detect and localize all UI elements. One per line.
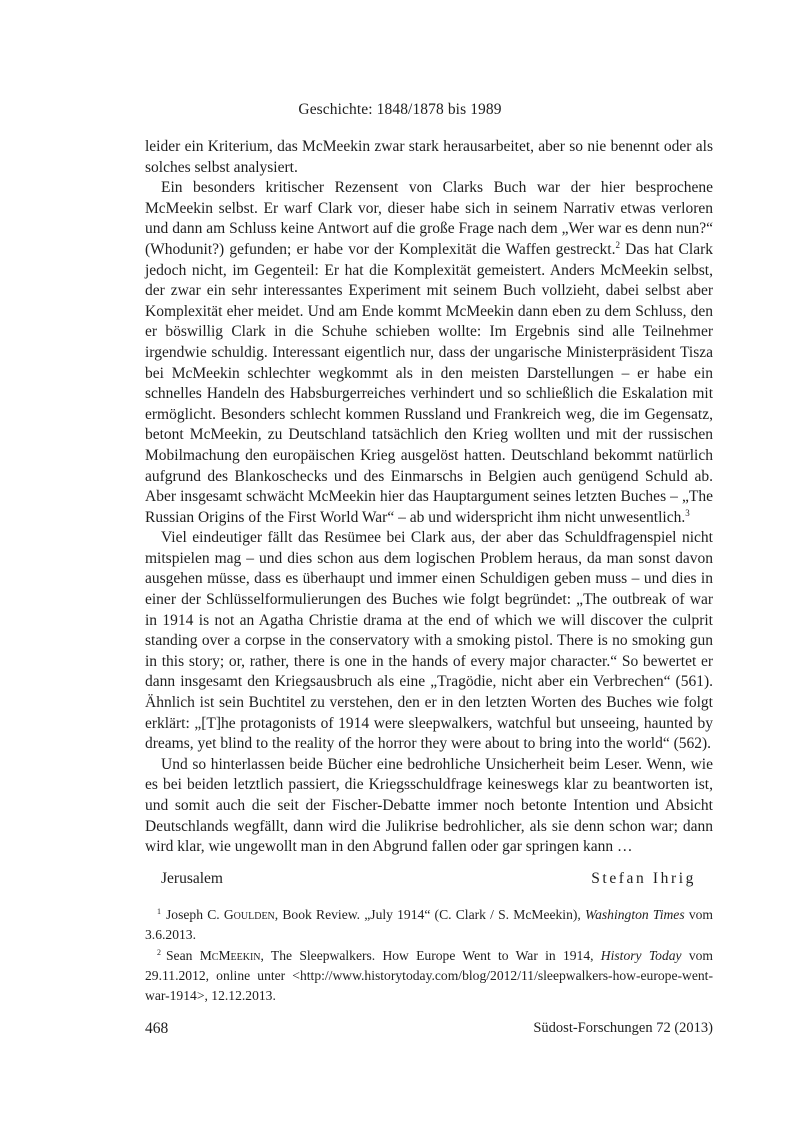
footnote-1-number: 1: [157, 907, 161, 916]
paragraph-2: [145, 178, 713, 528]
signature-line: [161, 870, 696, 890]
paragraph-2-part-b: Das hat Clark jedoch nicht, im Gegenteil: Er hat die Komplexität gemeistert. Anders McMeekin selbst, der zwar ein sehr interessantes Experiment mit seinem Buch vollzieht, dabei selbst aber Komplexität eher meidet. Und am Ende kommt McMeekin dann eben zu dem Schluss, den er böswillig Clark in die Schuhe schieben wollte: Im Ergebnis sind alle Teilnehmer irgendwie schuldig. Interessant eigentlich nur, dass der ungarische Ministerpräsident Tisza bei McMeekin schlechter wegkommt als in den meisten Darstellungen – er habe ein schnelles Handeln des Habsburgerreiches verhindert und so schließlich die Eskalation mit ermöglicht. Besonders schlecht kommen Russland und Frankreich weg, die im Gegensatz, betont McMeekin, zu Deutschland tatsächlich den Krieg wollten und mit der russischen Mobilmachung den europäischen Krieg ausgelöst hatten. Deutschland bekommt natürlich aufgrund des Blankoschecks und des Einmarschs in Belgien auch genügend Schuld ab. Aber insgesamt schwächt McMeekin hier das Hauptargument seines letzten Buches – „The Russian Origins of the First World War“ – ab und widerspricht ihm nicht unwesentlich.: [145, 240, 713, 526]
footnote-1-journal: Washington Times: [585, 907, 685, 922]
footnote-2-pre: Sean: [166, 948, 200, 963]
footnote-ref-3[interactable]: 3: [685, 507, 690, 518]
running-title: Geschichte: 1848/1878 bis 1989: [298, 101, 502, 118]
footnote-2-number: 2: [157, 948, 161, 957]
footnote-1: [145, 905, 713, 945]
footnote-2-journal: History Today: [600, 948, 682, 963]
running-header: [0, 101, 800, 119]
journal-citation: Südost-Forschungen 72 (2013): [533, 1020, 713, 1036]
paragraph-1: leider ein Kriterium, das McMeekin zwar stark herausarbeitet, aber so nie benennt oder als solches selbst analysiert.: [145, 138, 713, 176]
footnote-2-title: , The Sleepwalkers. How Europe Went to War in 1914,: [260, 948, 601, 963]
paragraph-2-part-a: Ein besonders kritischer Rezensent von Clarks Buch war der hier besprochene McMeekin selbst. Er warf Clark vor, dieser habe sich in seinem Narrativ etwas verloren und dann am Schluss keine Antwort auf die große Frage nach dem „Wer war es denn nun?“ (Whodunit?) gefunden; er habe vor der Komplexität die Waffen gestreckt.: [145, 179, 713, 258]
footnote-2-link: vom 29.11.2012, online unter <http://www.historytoday.com/blog/2012/11/sleepwalkers-how-europe-went-war-1914>, 12.12.2013.: [145, 948, 713, 1003]
footnote-2: [145, 946, 713, 1006]
signature-author: Stefan Ihrig: [591, 870, 696, 887]
paragraph-3: Viel eindeutiger fällt das Resümee bei Clark aus, der aber das Schuldfragenspiel nicht mitspielen mag – und dies schon aus dem logischen Problem heraus, da man sonst davon ausgehen müsse, dass es überhaupt und immer einen Schuldigen geben muss – und dies in einer der Schlüsselformulierungen des Buches wie folgt begründet: „The outbreak of war in 1914 is not an Agatha Christie drama at the end of which we will discover the culprit standing over a corpse in the conservatory with a smoking pistol. There is no smoking gun in this story; or, rather, there is one in the hands of every major character.“ So bewertet er dann insgesamt den Kriegsausbruch als eine „Tragödie, nicht aber ein Verbrechen“ (561). Ähnlich ist sein Buchtitel zu verstehen, den er in den letzten Worten des Buches wie folgt erklärt: „[T]he protagonists of 1914 were sleepwalkers, watchful but unseeing, haunted by dreams, yet blind to the reality of the horror they were about to bring into the world“ (562).: [145, 529, 713, 753]
footnote-2-author: McMeekin: [199, 948, 261, 963]
signature-place: Jerusalem: [161, 870, 223, 887]
paragraph-4: Und so hinterlassen beide Bücher eine bedrohliche Unsicherheit beim Leser. Wenn, wie es bei beiden letztlich passiert, die Kriegsschuldfrage keineswegs klar zu beantworten ist, und somit auch die seit der Fischer-Debatte immer noch betonte Intention und Absicht Deutschlands wegfällt, dann wird die Julikrise bedrohlicher, als sie denn schon war; dann wird klar, wie ungewollt man in den Abgrund fallen oder gar springen kann …: [145, 755, 713, 856]
footnote-1-title: , Book Review. „July 1914“ (C. Clark / S. McMeekin),: [274, 907, 585, 922]
footnote-1-date: vom 3.6.2013.: [145, 907, 713, 942]
page-footer: [145, 1020, 713, 1040]
footnote-ref-2[interactable]: 2: [615, 239, 620, 250]
page-number: 468: [145, 1020, 169, 1037]
footnote-1-author: Goulden: [223, 907, 275, 922]
footnotes: [145, 905, 713, 1007]
article-body: [145, 137, 713, 858]
footnote-1-pre: Joseph C.: [166, 907, 224, 922]
